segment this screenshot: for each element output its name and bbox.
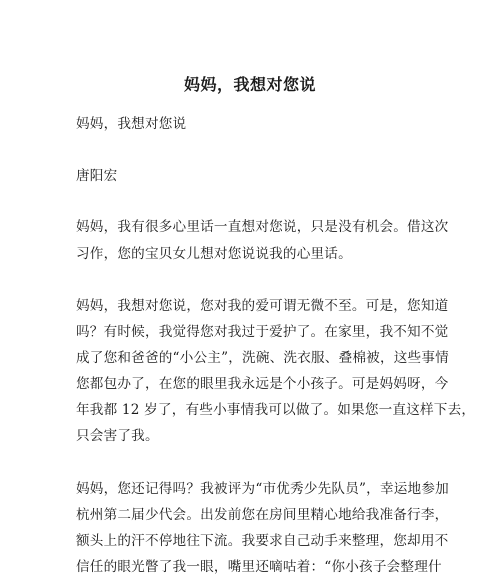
document-title: 妈妈，我想对您说	[183, 75, 316, 94]
paragraph-2-line-3: 成了您和爸爸的“小公主”，洗碗、洗衣服、叠棉被，这些事情	[76, 350, 449, 366]
paragraph-3-line-4: 信任的眼光瞥了我一眼，嘴里还嘀咕着：“你小孩子会整理什	[76, 559, 442, 575]
author-name: 唐阳宏	[76, 168, 118, 184]
paragraph-2-line-5: 年我都 12 岁了，有些小事情我可以做了。如果您一直这样下去，	[76, 402, 476, 418]
paragraph-1-line-2: 习作，您的宝贝女儿想对您说说我的心里话。	[76, 246, 352, 262]
paragraph-2-line-6: 只会害了我。	[76, 428, 159, 444]
paragraph-2-line-1: 妈妈，我想对您说，您对我的爱可谓无微不至。可是，您知道	[76, 298, 449, 314]
paragraph-3-line-2: 杭州第二届少代会。出发前您在房间里精心地给我准备行李，	[76, 507, 449, 523]
paragraph-3-line-1: 妈妈，您还记得吗？我被评为“市优秀少先队员”，幸运地参加	[76, 481, 449, 497]
paragraph-3-line-3: 额头上的汗不停地往下流。我要求自己动手来整理，您却用不	[76, 533, 449, 549]
subtitle-line: 妈妈，我想对您说	[76, 116, 187, 132]
paragraph-2-line-4: 您都包办了，在您的眼里我永远是个小孩子。可是妈妈呀，今	[76, 376, 449, 392]
paragraph-1-line-1: 妈妈，我有很多心里话一直想对您说，只是没有机会。借这次	[76, 219, 449, 235]
paragraph-2-line-2: 吗？有时候，我觉得您对我过于爱护了。在家里，我不知不觉	[76, 324, 449, 340]
